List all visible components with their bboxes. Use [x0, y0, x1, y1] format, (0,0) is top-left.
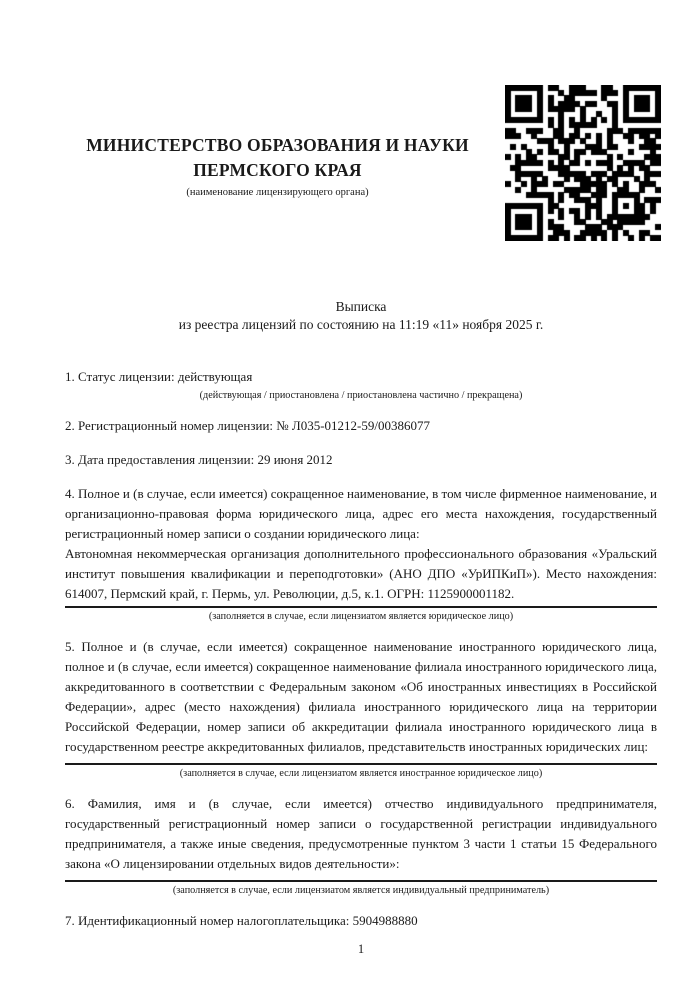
title-line1: Выписка [335, 299, 387, 314]
item-1-license-status [65, 367, 657, 402]
item-7-taxpayer-id [65, 911, 657, 931]
item-4-value: Автономная некоммерческая организация дополнительного профессионального образования «Уральский институт повышения квалификации и переподготовки» (АНО ДПО «УрИПКиП»). Место нахождения: 614007, Пермский край, г. Пермь, ул. Революции, д.5, к.1. ОГРН: 1125900001182. [65, 546, 657, 601]
item-2-registration-number [65, 416, 657, 436]
document-title [65, 298, 657, 334]
items-list [65, 367, 657, 931]
page-number: 1 [357, 942, 365, 956]
authority-caption: (наименование лицензирующего органа) [186, 187, 369, 198]
item-3-grant-date [65, 450, 657, 470]
qr-code-image [505, 85, 661, 241]
item-7-text: 7. Идентификационный номер налогоплательщика: 5904988880 [65, 913, 418, 928]
item-6-individual-entrepreneur [65, 794, 657, 897]
item-5-text: 5. Полное и (в случае, если имеется) сокращенное наименование иностранного юридического лица, полное и (в случае, если имеется) сокращенное наименование филиала иностранного юридического лица, аккредитованного в соответствии с Федеральным законом «Об иностранных инвестициях в Российской Федерации», адрес (место нахождения) филиала иностранного юридического лица на территории Российской Федерации, номер записи об аккредитации филиала иностранного юридического лица в государственном реестре аккредитованных филиалов, представительств иностранных юридических лиц: [65, 639, 657, 754]
item-4-legal-entity [65, 484, 657, 623]
ministry-name-line1: МИНИСТЕРСТВО ОБРАЗОВАНИЯ И НАУКИ [86, 135, 469, 155]
item-5-caption: (заполняется в случае, если лицензиатом является иностранное юридическое лицо) [179, 768, 543, 779]
ministry-name-line2: ПЕРМСКОГО КРАЯ [193, 160, 362, 180]
title-line2: из реестра лицензий по состоянию на 11:19 «11» ноября 2025 г. [178, 317, 544, 332]
divider-line [65, 606, 657, 608]
licensing-authority-header [65, 0, 490, 199]
divider-line [65, 880, 657, 882]
item-1-caption: (действующая / приостановлена / приостановлена частично / прекращена) [199, 390, 523, 401]
item-4-label: 4. Полное и (в случае, если имеется) сокращенное наименование, в том числе фирменное наименование, и организационно-правовая форма юридического лица, адрес его места нахождения, государственный регистрационный номер записи о создании юридического лица: [65, 486, 657, 541]
item-6-text: 6. Фамилия, имя и (в случае, если имеется) отчество индивидуального предпринимателя, государственный регистрационный номер записи о государственной регистрации индивидуального предпринимателя, а также иные сведения, предусмотренные пунктом 3 части 1 статьи 15 Федерального закона «О лицензировании отдельных видов деятельности»: [65, 796, 657, 871]
item-6-caption: (заполняется в случае, если лицензиатом является индивидуальный предприниматель) [172, 885, 550, 896]
qr-code [505, 85, 661, 241]
item-2-text: 2. Регистрационный номер лицензии: № Л035-01212-59/00386077 [65, 418, 431, 433]
divider-line [65, 763, 657, 765]
item-1-text: 1. Статус лицензии: действующая [65, 369, 253, 384]
item-5-foreign-entity [65, 637, 657, 780]
item-4-caption: (заполняется в случае, если лицензиатом является юридическое лицо) [208, 611, 514, 622]
item-3-text: 3. Дата предоставления лицензии: 29 июня 2012 [65, 452, 333, 467]
